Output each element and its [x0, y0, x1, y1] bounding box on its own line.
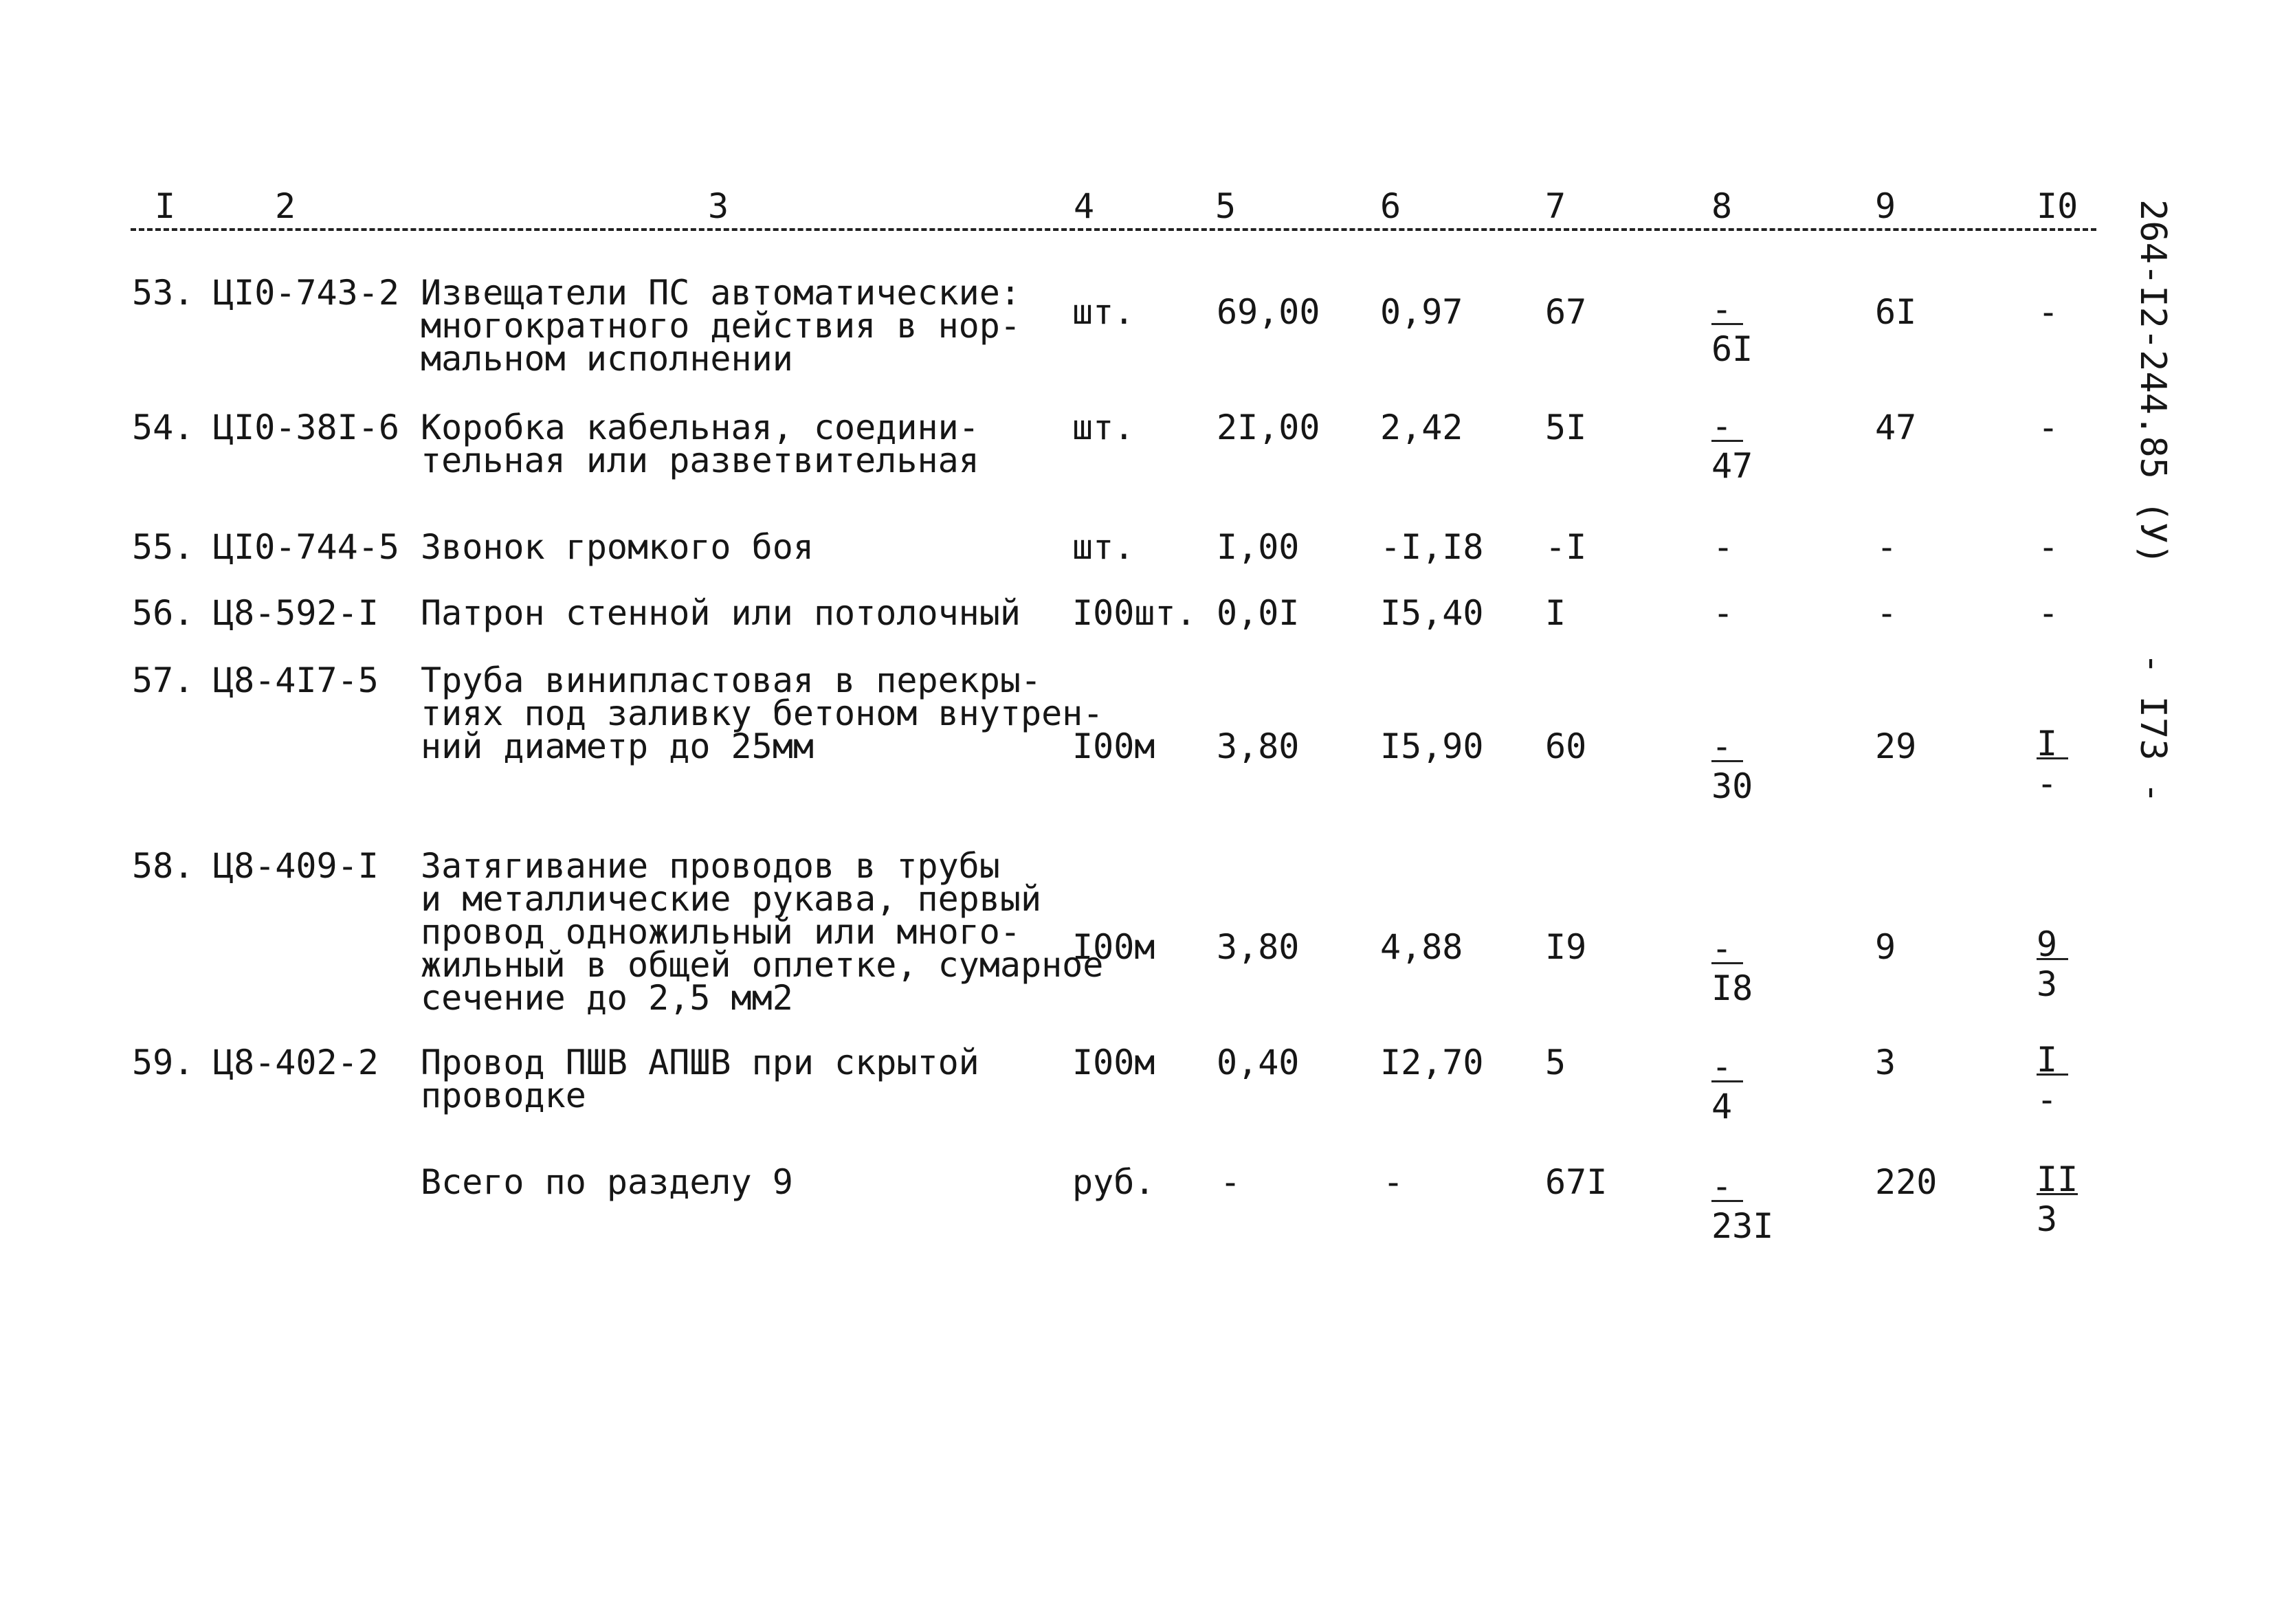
col-9-value: - — [1876, 527, 1898, 567]
col-8-numerator: - — [1711, 935, 1743, 964]
col-6-value: I2,70 — [1380, 1043, 1484, 1082]
col-10-numerator: I — [2037, 1046, 2068, 1076]
col-10-value: - — [2038, 593, 2059, 633]
quantity: I,00 — [1217, 527, 1300, 567]
col-10-value: - — [2038, 527, 2059, 567]
col-8-fraction — [1711, 289, 1753, 372]
col-8-denominator: I8 — [1711, 968, 1753, 1008]
col-10-denominator: - — [2037, 1080, 2058, 1120]
page-number: - I73 - — [2132, 653, 2173, 804]
norm-code: ЦI0-38I-6 — [213, 408, 399, 447]
col-6-value: 4,88 — [1380, 927, 1463, 967]
col-8-value: - — [1713, 593, 1734, 633]
quantity: 69,00 — [1217, 292, 1320, 332]
row-number: 57. — [132, 660, 195, 700]
row-number: 58. — [132, 846, 195, 886]
col-8-denominator: 30 — [1711, 766, 1753, 806]
col-8-denominator: 4 — [1711, 1087, 1733, 1126]
quantity: 3,80 — [1217, 726, 1300, 766]
col-9-value: 3 — [1875, 1043, 1896, 1082]
work-description: Труба винипластовая в перекры- тиях под заливку бетоном внутрен- ний диаметр до 25мм — [421, 660, 1104, 766]
unit: шт. — [1072, 408, 1135, 447]
col-8-numerator: - — [1711, 296, 1743, 325]
col-8-denominator: 23I — [1711, 1206, 1774, 1246]
col-6-value: I5,40 — [1380, 593, 1484, 633]
work-description: Коробка кабельная, соедини- тельная или разветвительная — [421, 408, 979, 480]
col-7-value: -I — [1545, 527, 1587, 567]
side-annotation — [2134, 199, 2175, 818]
col-10-fraction — [2037, 724, 2068, 806]
col-9-value: - — [1876, 593, 1898, 633]
unit: I00шт. — [1072, 593, 1197, 633]
work-description: Звонок громкого боя — [421, 527, 814, 567]
col-9-value: 29 — [1875, 726, 1917, 766]
row-number: 54. — [132, 408, 195, 447]
col-8-denominator: 47 — [1711, 446, 1753, 486]
col-8-fraction — [1711, 1166, 1774, 1249]
col-8-fraction — [1711, 1047, 1743, 1129]
col-7-value: 60 — [1545, 726, 1587, 766]
column-header-9: 9 — [1875, 186, 1896, 226]
col-10-value: - — [2038, 408, 2059, 447]
col-8-numerator: - — [1711, 733, 1743, 762]
col-8-fraction — [1711, 928, 1753, 1011]
col-10-numerator: 9 — [2037, 931, 2068, 960]
column-header-3: 3 — [708, 186, 729, 226]
column-header-8: 8 — [1711, 186, 1733, 226]
row-number: 55. — [132, 527, 195, 567]
norm-code: Ц8-4I7-5 — [213, 660, 379, 700]
norm-code: ЦI0-744-5 — [213, 527, 399, 567]
norm-code: ЦI0-743-2 — [213, 273, 399, 313]
unit: руб. — [1072, 1162, 1155, 1202]
col-7-value: I9 — [1545, 927, 1587, 967]
col-6-value: I5,90 — [1380, 726, 1484, 766]
col-6-value: 2,42 — [1380, 408, 1463, 447]
col-10-fraction — [2037, 1159, 2078, 1242]
unit: шт. — [1072, 527, 1135, 567]
column-header-5: 5 — [1215, 186, 1237, 226]
column-header-6: 6 — [1380, 186, 1401, 226]
column-header-10: I0 — [2037, 186, 2078, 226]
col-10-fraction — [2037, 1040, 2068, 1122]
col-7-value: 67I — [1545, 1162, 1608, 1202]
col-7-value: 67 — [1545, 292, 1587, 332]
col-8-fraction — [1711, 406, 1753, 489]
col-6-value: 0,97 — [1380, 292, 1463, 332]
col-6-value: -I,I8 — [1380, 527, 1484, 567]
document-code: 264-I2-244.85 (У) — [2132, 199, 2173, 566]
col-8-numerator: - — [1711, 1172, 1743, 1202]
norm-code: Ц8-409-I — [213, 846, 379, 886]
col-10-numerator: I — [2037, 730, 2068, 759]
column-header-2: 2 — [275, 186, 296, 226]
norm-code: Ц8-592-I — [213, 593, 379, 633]
norm-code: Ц8-402-2 — [213, 1043, 379, 1082]
col-8-denominator: 6I — [1711, 329, 1753, 369]
column-header-7: 7 — [1545, 186, 1566, 226]
quantity: 2I,00 — [1217, 408, 1320, 447]
col-8-fraction — [1711, 726, 1753, 809]
work-description: Затягивание проводов в трубы и металлические рукава, первый провод одножильный или много- жильный в общей оплетке, сумарное сечение до 2,5 мм2 — [421, 846, 1104, 1018]
col-10-value: - — [2038, 292, 2059, 332]
col-9-value: 220 — [1875, 1162, 1938, 1202]
quantity: - — [1220, 1162, 1241, 1202]
unit: шт. — [1072, 292, 1135, 332]
work-description: Провод ПШВ АПШВ при скрытой проводке — [421, 1043, 979, 1115]
row-number: 56. — [132, 593, 195, 633]
row-number: 53. — [132, 273, 195, 313]
quantity: 0,40 — [1217, 1043, 1300, 1082]
col-8-value: - — [1713, 527, 1734, 567]
col-8-numerator: - — [1711, 1053, 1743, 1082]
col-7-value: 5I — [1545, 408, 1587, 447]
column-header-1: I — [155, 186, 176, 226]
col-9-value: 47 — [1875, 408, 1917, 447]
unit: I00м — [1072, 927, 1155, 967]
col-10-fraction — [2037, 924, 2068, 1007]
work-description: Извещатели ПС автоматические: многократного действия в нор- мальном исполнении — [421, 273, 1021, 379]
col-6-value: - — [1383, 1162, 1404, 1202]
col-10-numerator: II — [2037, 1159, 2078, 1199]
unit: I00м — [1072, 1043, 1155, 1082]
col-10-denominator: 3 — [2037, 964, 2058, 1004]
quantity: 3,80 — [1217, 927, 1300, 967]
col-7-value: I — [1545, 593, 1566, 633]
unit: I00м — [1072, 726, 1155, 766]
col-9-value: 9 — [1875, 927, 1896, 967]
work-description: Патрон стенной или потолочный — [421, 593, 1021, 633]
row-number: 59. — [132, 1043, 195, 1082]
col-10-denominator: - — [2037, 764, 2058, 803]
total-label: Всего по разделу 9 — [421, 1162, 793, 1202]
quantity: 0,0I — [1217, 593, 1300, 633]
col-9-value: 6I — [1875, 292, 1917, 332]
col-7-value: 5 — [1545, 1043, 1566, 1082]
column-header-4: 4 — [1074, 186, 1095, 226]
col-8-numerator: - — [1711, 412, 1743, 442]
header-rule — [131, 228, 2096, 231]
col-10-denominator: 3 — [2037, 1199, 2058, 1239]
